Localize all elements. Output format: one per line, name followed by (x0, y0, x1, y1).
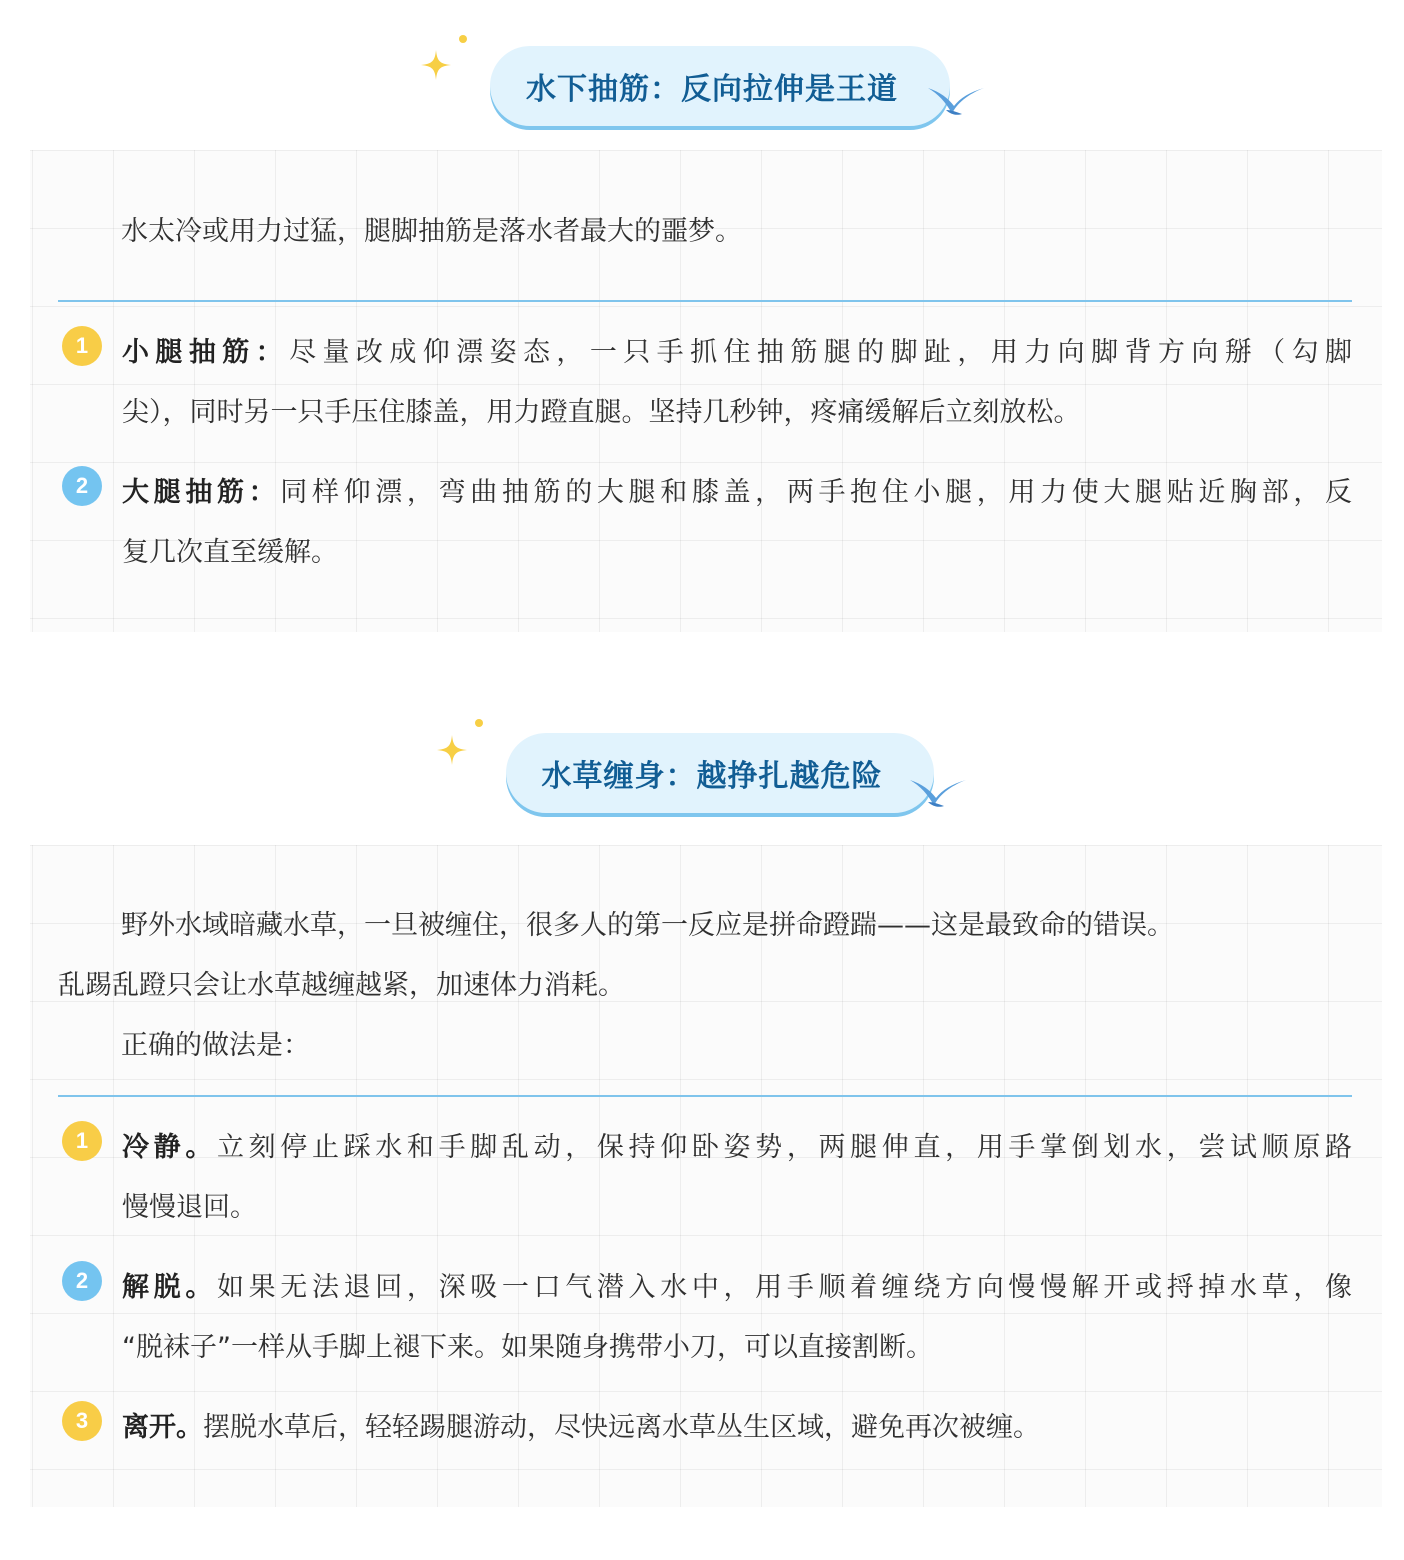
dot-icon (475, 719, 483, 727)
section-title-pill (506, 733, 934, 813)
divider (58, 1095, 1352, 1097)
item-text: 立刻停止踩水和手脚乱动，保持仰卧姿势，两腿伸直，用手掌倒划水，尝试顺原路 (216, 1132, 1353, 1163)
intro-paragraph: 正确的做法是： (121, 1030, 310, 1061)
intro-paragraph: 水太冷或用力过猛，腿脚抽筋是落水者最大的噩梦。 (121, 216, 742, 247)
list-item (58, 1118, 1352, 1248)
number-badge: 3 (62, 1401, 102, 1441)
section-title: 水草缠身：越挣扎越危险 (541, 759, 883, 794)
number-badge: 2 (62, 1261, 102, 1301)
number-badge: 2 (62, 466, 102, 506)
section-title: 水下抽筋：反向拉伸是王道 (526, 72, 898, 107)
item-text: 同样仰漂，弯曲抽筋的大腿和膝盖，两手抱住小腿，用力使大腿贴近胸部，反 (280, 477, 1353, 508)
list-item (58, 463, 1352, 593)
seagull-icon (926, 84, 986, 120)
intro-paragraph: 乱踢乱蹬只会让水草越缠越紧，加速体力消耗。 (58, 970, 625, 1001)
item-heading: 小腿抽筋： (122, 337, 290, 368)
item-heading: 解脱。 (122, 1272, 217, 1303)
divider (58, 300, 1352, 302)
intro-paragraph: 野外水域暗藏水草，一旦被缠住，很多人的第一反应是拼命蹬踹——这是最致命的错误。 (121, 910, 1174, 941)
sparkle-icon (421, 50, 451, 80)
item-heading: 冷静。 (122, 1132, 217, 1163)
list-item (58, 1398, 1352, 1468)
item-text: 尖），同时另一只手压住膝盖，用力蹬直腿。坚持几秒钟，疼痛缓解后立刻放松。 (122, 397, 1081, 428)
item-heading: 大腿抽筋： (122, 477, 281, 508)
section-title-pill (490, 46, 950, 126)
dot-icon (459, 35, 467, 43)
list-item (58, 323, 1352, 453)
item-text: 如果无法退回，深吸一口气潜入水中，用手顺着缠绕方向慢慢解开或捋掉水草，像 (216, 1272, 1353, 1303)
item-heading: 离开。 (122, 1412, 203, 1443)
seagull-icon (908, 776, 968, 812)
section-cramps (0, 0, 1404, 640)
item-text: 慢慢退回。 (122, 1192, 257, 1223)
number-badge: 1 (62, 1121, 102, 1161)
item-text: “脱袜子”一样从手脚上褪下来。如果随身携带小刀，可以直接割断。 (122, 1332, 933, 1363)
section-waterweed (0, 700, 1404, 1520)
number-badge: 1 (62, 326, 102, 366)
item-text: 复几次直至缓解。 (122, 537, 338, 568)
list-item (58, 1258, 1352, 1388)
sparkle-icon (437, 735, 467, 765)
item-text: 摆脱水草后，轻轻踢腿游动，尽快远离水草丛生区域，避免再次被缠。 (203, 1412, 1040, 1443)
item-text: 尽量改成仰漂姿态，一只手抓住抽筋腿的脚趾，用力向脚背方向掰（勾脚 (289, 337, 1353, 368)
